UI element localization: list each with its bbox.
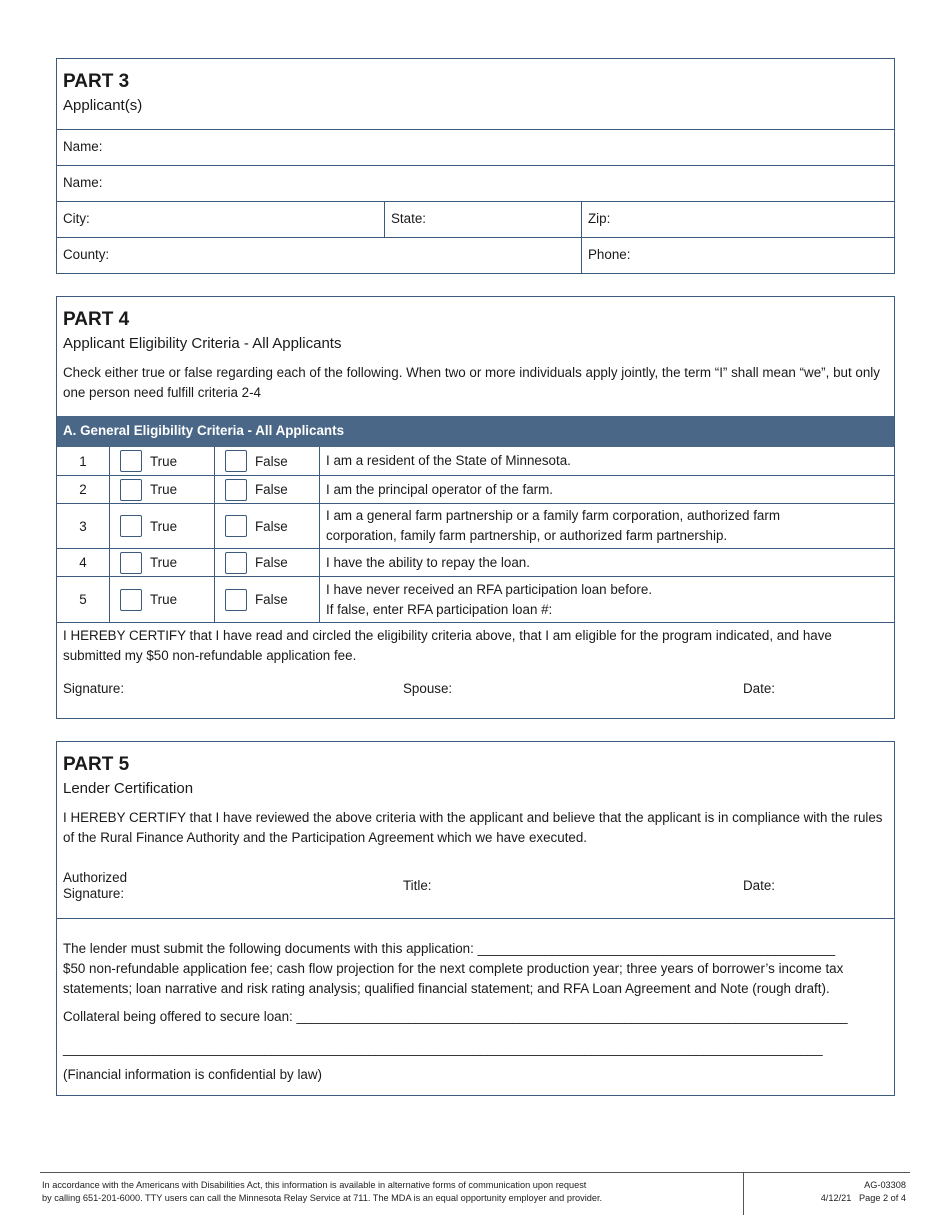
documents-list: $50 non-refundable application fee; cash flow projection for the next complete production year; three years of borrower’s income tax statements; loan narrative and risk rating analysis; qualified financial statement; and RFA Loan Agreement and Note (rough draft).: [63, 961, 844, 996]
part4-section: [56, 296, 895, 719]
true-label: True: [150, 482, 178, 497]
criteria-number: 5: [79, 592, 87, 607]
date-field[interactable]: Date:: [743, 681, 776, 696]
part5-subtitle: Lender Certification: [63, 780, 194, 797]
false-label: False: [255, 555, 288, 570]
rfa-loan-number-field[interactable]: If false, enter RFA participation loan #:: [326, 601, 553, 617]
signature-label: Signature:: [63, 886, 125, 901]
part5-signature-line: [57, 870, 894, 910]
true-checkbox-3[interactable]: [120, 515, 142, 537]
part4-instructions: Check either true or false regarding each of the following. When two or more individuals apply jointly, the term “I” shall mean “we”, but only one person need fulfill criteria 2-4: [63, 365, 880, 400]
authorized-label: Authorized: [63, 870, 128, 885]
phone-field[interactable]: [581, 238, 894, 273]
false-label: False: [255, 518, 288, 534]
state-label: State:: [391, 211, 426, 226]
criteria-row-4: [57, 548, 894, 576]
criteria-row-2: [57, 475, 894, 503]
criteria-text: I have the ability to repay the loan.: [319, 549, 894, 576]
city-state-zip-row: [57, 201, 894, 237]
criteria-row-3: [57, 503, 894, 548]
criteria-number: 3: [79, 518, 87, 534]
criteria-number: 4: [79, 555, 87, 570]
criteria-text: I have never received an RFA participation loan before.: [326, 581, 653, 597]
ada-notice-line-1: In accordance with the Americans with Disabilities Act, this information is available in alternative forms of communication upon request: [42, 1180, 587, 1190]
state-field[interactable]: [384, 202, 581, 237]
part4-certification: I HEREBY CERTIFY that I have read and circled the eligibility criteria above, that I am eligible for the program indicated, and have submitted my $50 non-refundable application fee.: [63, 628, 832, 663]
false-checkbox-5[interactable]: [225, 589, 247, 611]
true-checkbox-2[interactable]: [120, 479, 142, 501]
ada-notice-line-2: by calling 651-201-6000. TTY users can call the Minnesota Relay Service at 711. The MDA is an equal opportunity employer and provider.: [42, 1193, 603, 1203]
part4-subtitle: Applicant Eligibility Criteria - All Applicants: [63, 335, 342, 352]
true-label: True: [150, 592, 178, 607]
true-checkbox-4[interactable]: [120, 552, 142, 574]
criteria-text: I am a resident of the State of Minnesota.: [319, 447, 894, 475]
criteria-number: 1: [79, 453, 87, 469]
general-eligibility-heading: A. General Eligibility Criteria - All Applicants: [57, 416, 894, 447]
criteria-number: 2: [79, 482, 87, 497]
city-field[interactable]: [57, 202, 384, 237]
part3-subtitle: Applicant(s): [63, 97, 143, 114]
page-footer: [40, 1172, 910, 1203]
false-checkbox-1[interactable]: [225, 450, 247, 472]
documents-intro[interactable]: The lender must submit the following documents with this application: ________________________________________________: [63, 941, 836, 956]
authorized-signature-field[interactable]: [63, 870, 127, 902]
name-label: Name:: [63, 139, 103, 154]
date-field[interactable]: Date:: [743, 878, 776, 893]
collateral-continuation-line[interactable]: ______________________________________________________________________________________________________: [63, 1041, 823, 1056]
name-row-2: [57, 165, 894, 201]
false-label: False: [255, 482, 288, 497]
false-label: False: [255, 592, 288, 607]
criteria-row-1: [57, 447, 894, 475]
title-field[interactable]: Title:: [403, 878, 432, 893]
false-checkbox-4[interactable]: [225, 552, 247, 574]
part5-section: [56, 741, 895, 1096]
true-checkbox-5[interactable]: [120, 589, 142, 611]
false-checkbox-3[interactable]: [225, 515, 247, 537]
part3-title: PART 3: [63, 71, 130, 92]
name-field-1[interactable]: [57, 130, 894, 165]
part5-certification: I HEREBY CERTIFY that I have reviewed the above criteria with the applicant and believe that the applicant is in compliance with the rules of the Rural Finance Authority and the Participation Agreement which we have executed.: [63, 810, 883, 845]
criteria-text: I am the principal operator of the farm.: [319, 476, 894, 503]
form-id: AG-03308: [864, 1180, 906, 1190]
name-label: Name:: [63, 175, 103, 190]
zip-label: Zip:: [588, 211, 611, 226]
true-label: True: [150, 555, 178, 570]
criteria-text: I am a general farm partnership or a family farm corporation, authorized farm: [326, 508, 780, 523]
phone-label: Phone:: [588, 247, 631, 262]
signature-field[interactable]: Signature:: [63, 681, 125, 696]
part3-section: [56, 58, 895, 274]
date-page-number: 4/12/21 Page 2 of 4: [820, 1193, 906, 1203]
part4-signature-line: [57, 681, 894, 701]
county-label: County:: [63, 247, 110, 262]
confidential-note: (Financial information is confidential by law): [63, 1067, 322, 1082]
part4-title: PART 4: [63, 309, 130, 330]
criteria-row-5: [57, 576, 894, 622]
false-label: False: [255, 453, 288, 469]
false-checkbox-2[interactable]: [225, 479, 247, 501]
true-label: True: [150, 453, 178, 469]
zip-field[interactable]: [581, 202, 894, 237]
county-phone-row: [57, 237, 894, 273]
true-checkbox-1[interactable]: [120, 450, 142, 472]
spouse-field[interactable]: Spouse:: [403, 681, 453, 696]
city-label: City:: [63, 211, 90, 226]
collateral-field[interactable]: Collateral being offered to secure loan: __________________________________________________________________________: [63, 1009, 848, 1024]
criteria-text-continued: corporation, family farm partnership, or authorized farm partnership.: [326, 528, 728, 543]
county-field[interactable]: [57, 238, 581, 273]
name-row-1: [57, 129, 894, 165]
name-field-2[interactable]: [57, 166, 894, 201]
true-label: True: [150, 518, 178, 534]
part5-title: PART 5: [63, 754, 130, 775]
